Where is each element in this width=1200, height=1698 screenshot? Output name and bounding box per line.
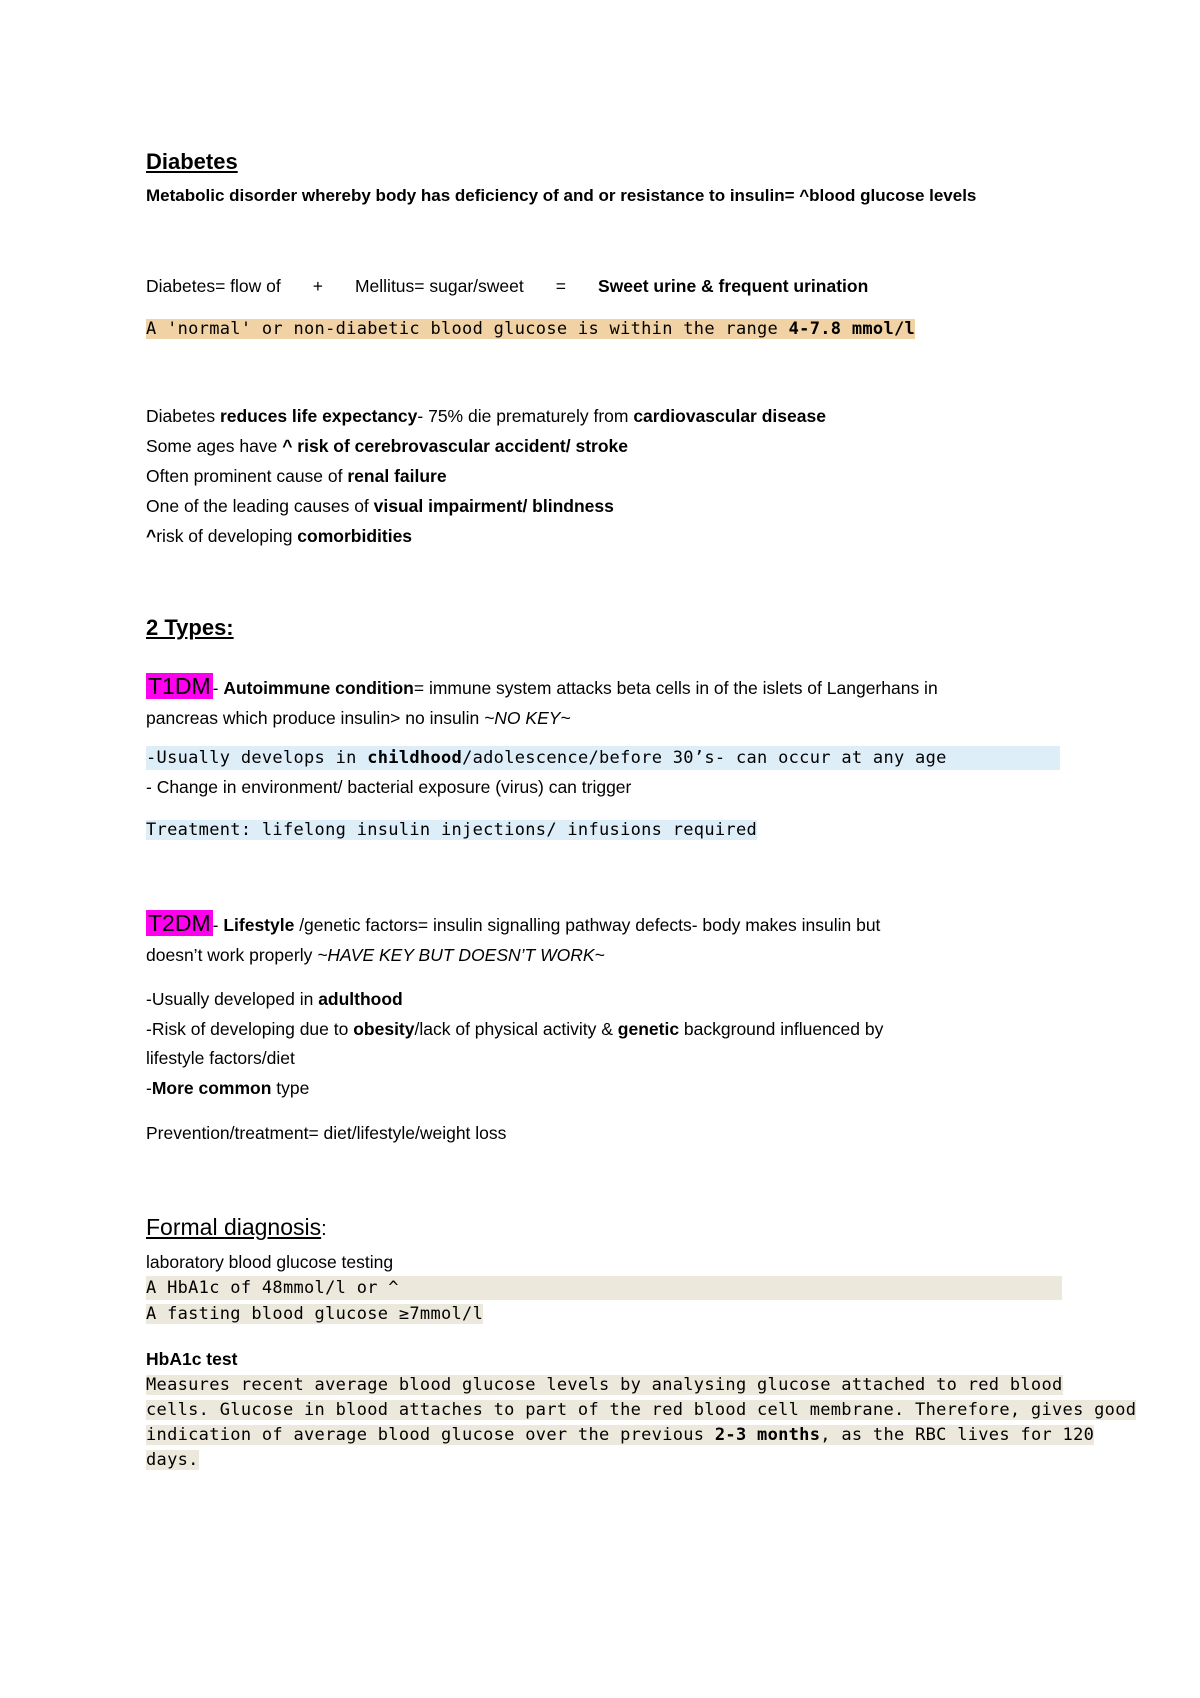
t2dm-prevention: Prevention/treatment= diet/lifestyle/weight loss [146, 1123, 507, 1143]
hba1c-text: Measures recent average blood glucose levels by analysing glucose attached to red blood [146, 1375, 1063, 1395]
diagnosis-hba1c-line: A HbA1c of 48mmol/l or ^ [146, 1276, 1062, 1300]
hba1c-paragraph-line-1 [146, 1373, 1063, 1397]
definition: Metabolic disorder whereby body has deficiency of and or resistance to insulin= ^blood glucose levels [146, 186, 977, 205]
hba1c-paragraph-line-2 [146, 1398, 1136, 1422]
types-heading: 2 Types: [146, 615, 234, 640]
etymology-part2: Mellitus= sugar/sweet [354, 276, 524, 296]
effect-renal [146, 464, 447, 488]
t1dm-description-2: pancreas which produce insulin> no insulin [146, 708, 485, 728]
effect-stroke [146, 434, 628, 458]
t1dm-age-text: /adolescence/before 30’s- can occur at any age [462, 748, 947, 768]
t2dm-risk-line [146, 1017, 883, 1041]
normal-range-line [146, 317, 915, 341]
t2dm-common-text: - [146, 1078, 152, 1098]
effect-text: Often prominent cause of [146, 466, 348, 486]
t2dm-condition: Lifestyle [223, 915, 295, 935]
effect-bold: reduces life expectancy [219, 406, 418, 426]
diagnosis-colon: : [321, 1218, 327, 1240]
t2dm-risk-bold: obesity [353, 1019, 415, 1039]
effect-bold: ^ [146, 526, 157, 546]
effect-text: Some ages have [146, 436, 283, 456]
t1dm-treatment-line [146, 818, 757, 842]
effect-bold: ^ risk of cerebrovascular accident/ stroke [282, 436, 628, 456]
normal-range-text: A 'normal' or non-diabetic blood glucose is within the range [146, 319, 789, 339]
t1dm-treatment: Treatment: lifelong insulin injections/ infusions required [146, 820, 758, 840]
t2dm-common-bold: More common [151, 1078, 272, 1098]
effect-comorbidities [146, 524, 412, 548]
t2dm-description-2: doesn’t work properly [146, 945, 318, 965]
etymology-line [146, 274, 868, 298]
normal-range-value: 4-7.8 mmol/l [788, 319, 916, 339]
page-title: Diabetes [146, 149, 238, 174]
hba1c-paragraph-line-3 [146, 1423, 1094, 1447]
t2dm-line2 [146, 943, 605, 967]
t1dm-condition: Autoimmune condition [223, 678, 414, 698]
t1dm-line [146, 671, 938, 703]
etymology-result: Sweet urine & frequent urination [597, 276, 869, 296]
t1dm-line2 [146, 706, 571, 730]
t2dm-age-bold: adulthood [318, 989, 403, 1009]
etymology-equals: = [555, 276, 566, 296]
t2dm-risk-text: background influenced by [679, 1019, 884, 1039]
effect-visual [146, 494, 614, 518]
t2dm-common-text: type [271, 1078, 310, 1098]
hba1c-test-heading: HbA1c test [146, 1349, 238, 1369]
t1dm-description: = immune system attacks beta cells in of the islets of Langerhans in [413, 678, 938, 698]
effect-bold: renal failure [347, 466, 447, 486]
hba1c-highlight [146, 1425, 1094, 1445]
t2dm-key: ~HAVE KEY BUT DOESN’T WORK~ [317, 945, 605, 965]
t1dm-age-bold: childhood [367, 748, 463, 768]
etymology-part1: Diabetes= flow of [146, 276, 281, 296]
hba1c-bold: 2-3 months [714, 1425, 821, 1445]
t1dm-key: ~NO KEY~ [484, 708, 571, 728]
t2dm-line [146, 908, 880, 940]
t2dm-risk-text: /lack of physical activity & [414, 1019, 618, 1039]
effect-life-expectancy [146, 404, 826, 428]
diagnosis-heading: Formal diagnosis [146, 1214, 322, 1240]
effect-text: - 75% die prematurely from [417, 406, 634, 426]
effect-bold: cardiovascular disease [633, 406, 826, 426]
hba1c-text: days. [146, 1450, 199, 1470]
t1dm-tag: T1DM [148, 673, 211, 699]
t2dm-description: /genetic factors= insulin signalling pathway defects- body makes insulin but [294, 915, 881, 935]
t2dm-tag: T2DM [148, 910, 211, 936]
hba1c-text: cells. Glucose in blood attaches to part of the red blood cell membrane. Therefore, gives good [146, 1400, 1137, 1420]
t1dm-age-text: -Usually develops in [146, 748, 368, 768]
effect-text: One of the leading causes of [146, 496, 374, 516]
t2dm-dash: - [212, 915, 224, 935]
diagnosis-fasting-text: A fasting blood glucose ≥7mmol/l [146, 1304, 484, 1324]
t1dm-trigger: - Change in environment/ bacterial exposure (virus) can trigger [146, 777, 632, 797]
normal-range-highlight [146, 319, 915, 339]
t2dm-age-text: -Usually developed in [146, 989, 319, 1009]
t1dm-age-line [146, 746, 1060, 770]
t1dm-dash: - [212, 678, 224, 698]
diagnosis-fasting-line [146, 1302, 483, 1326]
t2dm-risk-line2: lifestyle factors/diet [146, 1048, 295, 1068]
effect-text: risk of developing [156, 526, 298, 546]
diagnosis-lab: laboratory blood glucose testing [146, 1252, 394, 1272]
etymology-plus: + [312, 276, 323, 296]
hba1c-text: , as the RBC lives for 120 [820, 1425, 1095, 1445]
effect-bold: visual impairment/ blindness [373, 496, 614, 516]
effect-text: Diabetes [146, 406, 220, 426]
t2dm-common-line [146, 1076, 309, 1100]
t2dm-risk-bold: genetic [617, 1019, 680, 1039]
diagnosis-heading-line [146, 1212, 327, 1244]
effect-bold: comorbidities [297, 526, 413, 546]
hba1c-text: indication of average blood glucose over the previous [146, 1425, 715, 1445]
t2dm-risk-text: -Risk of developing due to [146, 1019, 354, 1039]
hba1c-paragraph-line-4 [146, 1448, 199, 1472]
t2dm-age-line [146, 987, 403, 1011]
